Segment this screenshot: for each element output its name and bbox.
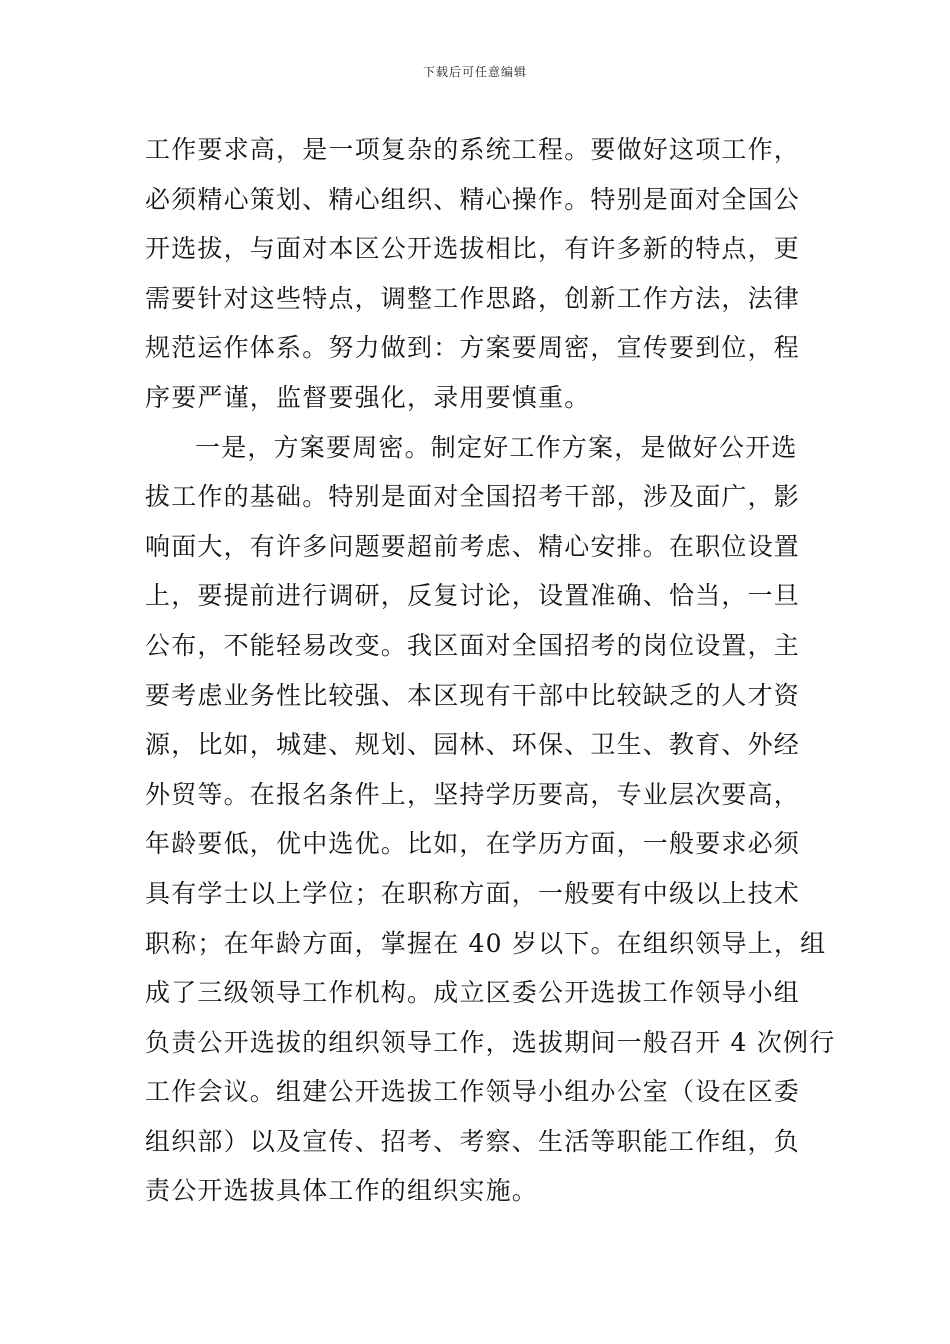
text-line: 组织部）以及宣传、招考、考察、生活等职能工作组，负 bbox=[145, 1126, 801, 1156]
text-line: 负责公开选拔的组织领导工作，选拔期间一般召开 4 次例行 bbox=[145, 1027, 836, 1057]
text-line: 外贸等。在报名条件上，坚持学历要高，专业层次要高， bbox=[145, 779, 801, 809]
text-line: 成了三级领导工作机构。成立区委公开选拔工作领导小组 bbox=[145, 978, 801, 1008]
text-line: 责公开选拔具体工作的组织实施。 bbox=[145, 1176, 539, 1206]
text-line: 年龄要低，优中选优。比如，在学历方面，一般要求必须 bbox=[145, 829, 801, 859]
text-line: 上，要提前进行调研，反复讨论，设置准确、恰当，一旦 bbox=[145, 581, 801, 611]
text-line: 需要针对这些特点，调整工作思路，创新工作方法，法律 bbox=[145, 283, 801, 313]
text-line: 序要严谨，监督要强化，录用要慎重。 bbox=[145, 382, 591, 412]
text-line: 工作要求高，是一项复杂的系统工程。要做好这项工作， bbox=[145, 135, 801, 164]
text-line: 具有学士以上学位；在职称方面，一般要有中级以上技术 bbox=[145, 878, 801, 908]
page-header: 下载后可任意编辑 bbox=[422, 65, 527, 79]
text-line: 响面大，有许多问题要超前考虑、精心安排。在职位设置 bbox=[145, 531, 801, 561]
document-body bbox=[145, 125, 836, 1216]
text-line: 必须精心策划、精心组织、精心操作。特别是面对全国公 bbox=[145, 184, 801, 214]
text-line: 公布，不能轻易改变。我区面对全国招考的岗位设置，主 bbox=[145, 630, 801, 660]
text-line: 规范运作体系。努力做到：方案要周密，宣传要到位，程 bbox=[145, 333, 801, 363]
text-line: 职称；在年龄方面，掌握在 40 岁以下。在组织领导上，组 bbox=[145, 928, 827, 958]
text-line: 拔工作的基础。特别是面对全国招考干部，涉及面广，影 bbox=[145, 482, 801, 512]
text-line: 开选拔，与面对本区公开选拔相比，有许多新的特点，更 bbox=[145, 234, 801, 264]
text-line: 工作会议。组建公开选拔工作领导小组办公室（设在区委 bbox=[145, 1077, 801, 1107]
text-line: 源，比如，城建、规划、园林、环保、卫生、教育、外经 bbox=[145, 730, 801, 760]
paragraph-first-line: 一是，方案要周密。制定好工作方案，是做好公开选 bbox=[195, 432, 798, 462]
text-line: 要考虑业务性比较强、本区现有干部中比较缺乏的人才资 bbox=[145, 680, 801, 710]
